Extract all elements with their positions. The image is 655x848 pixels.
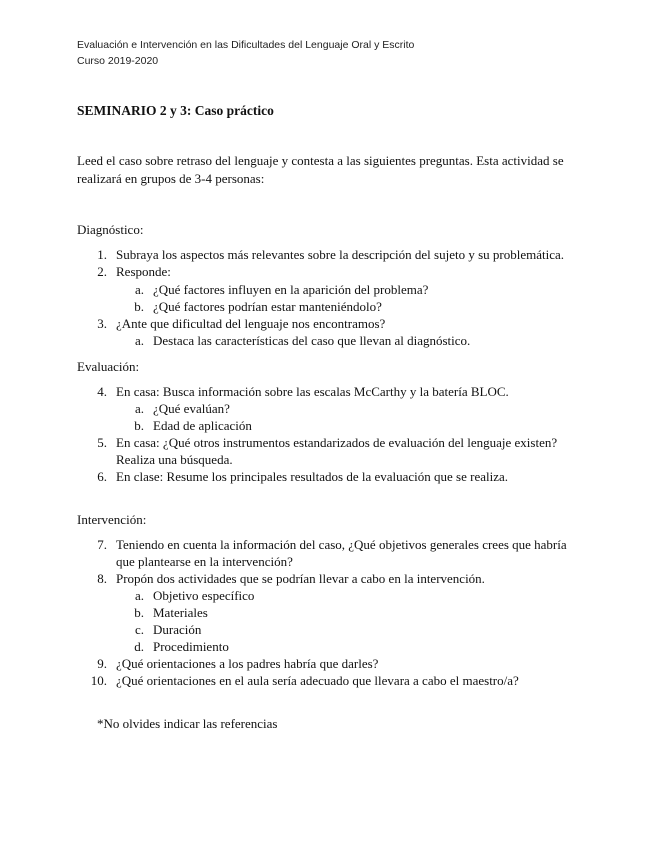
- list-item-text: Subraya los aspectos más relevantes sobre la descripción del sujeto y su problemática.: [116, 247, 565, 262]
- sub-item-text: Duración: [153, 622, 202, 637]
- sub-item-text: Edad de aplicación: [153, 418, 252, 433]
- sub-item-letter: a.: [134, 588, 144, 603]
- sub-item-text: Destaca las características del caso que llevan al diagnóstico.: [153, 333, 471, 348]
- list-item-number: 8.: [97, 571, 107, 586]
- list-item-number: 6.: [97, 469, 107, 484]
- list-item-number: 1.: [97, 247, 107, 262]
- list-item-number: 7.: [97, 537, 107, 552]
- list-item-continuation: que plantearse en la intervención?: [116, 554, 293, 569]
- sub-item-text: ¿Qué factores influyen en la aparición del problema?: [153, 282, 429, 297]
- list-item-text: En clase: Resume los principales resultados de la evaluación que se realiza.: [116, 469, 509, 484]
- sub-item-letter: a.: [134, 333, 144, 348]
- sub-item-letter: c.: [134, 622, 144, 637]
- list-item-text: Teniendo en cuenta la información del caso, ¿Qué objetivos generales crees que habría: [116, 537, 567, 552]
- list-item-text: ¿Qué orientaciones a los padres habría que darles?: [116, 656, 379, 671]
- list-item-number: 10.: [90, 673, 107, 688]
- list-item-continuation: Realiza una búsqueda.: [116, 452, 233, 467]
- list-item-text: Responde:: [116, 264, 171, 279]
- header-course-title: Evaluación e Intervención en las Dificultades del Lenguaje Oral y Escrito: [77, 39, 415, 51]
- section-heading-intervencion: Intervención:: [77, 512, 147, 527]
- sub-item-letter: a.: [134, 282, 144, 297]
- intro-line-2: realizará en grupos de 3-4 personas:: [77, 171, 265, 186]
- sub-item-letter: a.: [134, 401, 144, 416]
- sub-item-letter: b.: [134, 605, 144, 620]
- sub-item-text: Procedimiento: [153, 639, 229, 654]
- list-item-text: ¿Qué orientaciones en el aula sería adecuado que llevara a cabo el maestro/a?: [116, 673, 519, 688]
- sub-item-letter: b.: [134, 418, 144, 433]
- header-course-year: Curso 2019-2020: [77, 55, 159, 67]
- list-item-number: 3.: [97, 316, 107, 331]
- sub-item-letter: d.: [134, 639, 144, 654]
- list-item-number: 4.: [97, 384, 107, 399]
- sub-item-text: Objetivo específico: [153, 588, 255, 603]
- list-item-number: 2.: [97, 264, 107, 279]
- list-item-number: 5.: [97, 435, 107, 450]
- list-item-text: ¿Ante que dificultad del lenguaje nos encontramos?: [116, 316, 386, 331]
- sub-item-text: ¿Qué factores podrían estar manteniéndolo?: [153, 299, 382, 314]
- list-item-text: En casa: Busca información sobre las escalas McCarthy y la batería BLOC.: [116, 384, 509, 399]
- list-item-text: En casa: ¿Qué otros instrumentos estandarizados de evaluación del lenguaje existen?: [116, 435, 558, 450]
- list-item-text: Propón dos actividades que se podrían llevar a cabo en la intervención.: [116, 571, 485, 586]
- sub-item-text: Materiales: [153, 605, 208, 620]
- sub-item-text: ¿Qué evalúan?: [153, 401, 230, 416]
- intro-line-1: Leed el caso sobre retraso del lenguaje y contesta a las siguientes preguntas. Esta actividad se: [77, 153, 564, 168]
- page-title: SEMINARIO 2 y 3: Caso práctico: [77, 103, 274, 118]
- section-heading-diagnostico: Diagnóstico:: [77, 222, 144, 237]
- section-heading-evaluacion: Evaluación:: [77, 359, 140, 374]
- references-note: *No olvides indicar las referencias: [97, 716, 278, 731]
- list-item-number: 9.: [97, 656, 107, 671]
- sub-item-letter: b.: [134, 299, 144, 314]
